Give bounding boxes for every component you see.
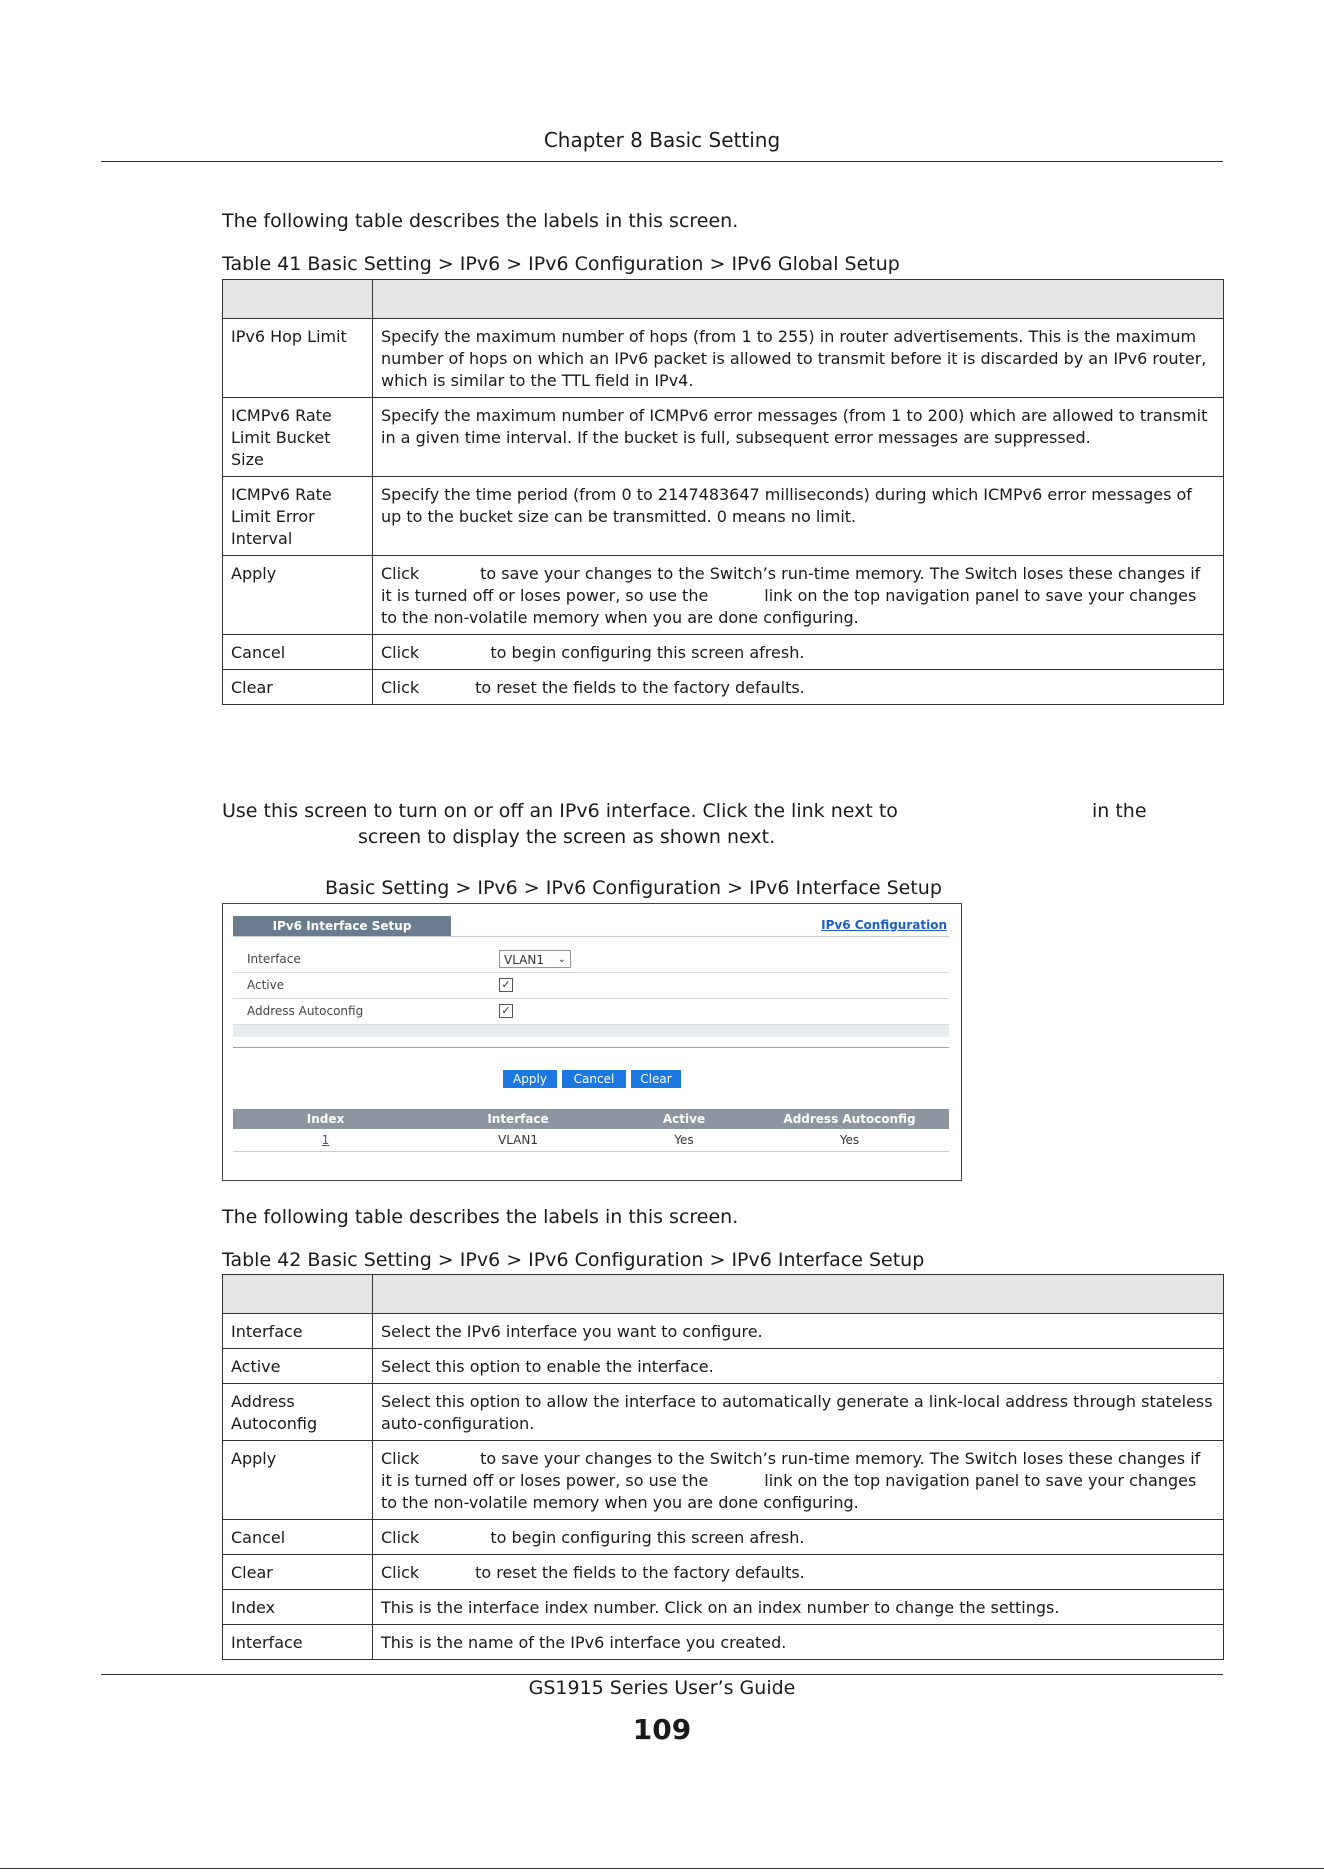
page-bottom-rule bbox=[0, 1868, 1324, 1869]
active-cell: Yes bbox=[674, 1133, 694, 1147]
screen-tab-title: IPv6 Interface Setup bbox=[233, 916, 451, 936]
table41-header-row bbox=[223, 280, 1224, 319]
column-header-active: Active bbox=[662, 1112, 706, 1126]
label-cell: Clear bbox=[223, 1555, 373, 1590]
table-row bbox=[223, 1590, 1224, 1625]
figure-caption: Basic Setting > IPv6 > IPv6 Configuration > IPv6 Interface Setup bbox=[325, 877, 942, 899]
clear-button[interactable]: Clear bbox=[631, 1070, 681, 1088]
table42-header-row bbox=[223, 1275, 1224, 1314]
table-row bbox=[223, 1441, 1224, 1520]
label-cell: Interface bbox=[223, 1625, 373, 1660]
chevron-down-icon: ⌄ bbox=[557, 954, 566, 965]
table-row bbox=[223, 556, 1224, 635]
table-header-cell bbox=[373, 1275, 1224, 1314]
autoconfig-cell: Yes bbox=[839, 1133, 860, 1147]
interface-label: Interface bbox=[247, 952, 301, 966]
autoconfig-checkbox[interactable]: ✓ bbox=[499, 1004, 513, 1018]
label-cell: IPv6 Hop Limit bbox=[223, 319, 373, 398]
label-cell: Cancel bbox=[223, 635, 373, 670]
active-checkbox[interactable]: ✓ bbox=[499, 978, 513, 992]
table42-caption: Table 42 Basic Setting > IPv6 > IPv6 Configuration > IPv6 Interface Setup bbox=[222, 1249, 925, 1271]
table-row bbox=[223, 1314, 1224, 1349]
section-text-line1b: in the bbox=[1092, 800, 1147, 822]
interface-table-header bbox=[233, 1109, 949, 1129]
column-header-index: Index bbox=[306, 1112, 345, 1126]
label-cell: Clear bbox=[223, 670, 373, 705]
ipv6-configuration-link[interactable]: IPv6 Configuration bbox=[821, 918, 947, 932]
section-text-line2: screen to display the screen as shown next. bbox=[358, 826, 776, 848]
interface-select-value: VLAN1 bbox=[504, 953, 544, 967]
table-row bbox=[223, 1555, 1224, 1590]
description-cell: Click to reset the fields to the factory defaults. bbox=[373, 1555, 1224, 1590]
active-label: Active bbox=[247, 978, 285, 992]
description-cell: Specify the maximum number of hops (from 1 to 255) in router advertisements. This is the maximum number of hops on which an IPv6 packet is allowed to transmit before it is discarded by an IPv6 router, which is similar to the TTL field in IPv4. bbox=[373, 319, 1224, 398]
section-text-line1a: Use this screen to turn on or off an IPv6 interface. Click the link next to bbox=[222, 800, 898, 822]
autoconfig-row bbox=[233, 998, 949, 1025]
column-header-autoconfig: Address Autoconfig bbox=[783, 1112, 916, 1126]
label-cell: ICMPv6 Rate Limit Error Interval bbox=[223, 477, 373, 556]
guide-title: GS1915 Series User’s Guide bbox=[528, 1677, 796, 1699]
description-cell: This is the interface index number. Click on an index number to change the settings. bbox=[373, 1590, 1224, 1625]
description-cell: Specify the time period (from 0 to 2147483647 milliseconds) during which ICMPv6 error messages of up to the bucket size can be transmitted. 0 means no limit. bbox=[373, 477, 1224, 556]
table42 bbox=[222, 1274, 1224, 1660]
description-cell: Click to reset the fields to the factory defaults. bbox=[373, 670, 1224, 705]
table-row bbox=[223, 1384, 1224, 1441]
interface-cell: VLAN1 bbox=[498, 1133, 538, 1147]
description-cell: This is the name of the IPv6 interface you created. bbox=[373, 1625, 1224, 1660]
label-cell: Interface bbox=[223, 1314, 373, 1349]
label-cell: Cancel bbox=[223, 1520, 373, 1555]
table-row bbox=[233, 1129, 949, 1152]
label-cell: Address Autoconfig bbox=[223, 1384, 373, 1441]
ipv6-interface-setup-screenshot bbox=[222, 903, 962, 1181]
table-row bbox=[223, 1625, 1224, 1660]
description-cell: Click to save your changes to the Switch’s run-time memory. The Switch loses these changes if it is turned off or loses power, so use the link on the top navigation panel to save your changes to the non-volatile memory when you are done configuring. bbox=[373, 1441, 1224, 1520]
label-cell: Apply bbox=[223, 556, 373, 635]
table-row bbox=[223, 1520, 1224, 1555]
table41-caption: Table 41 Basic Setting > IPv6 > IPv6 Configuration > IPv6 Global Setup bbox=[222, 253, 900, 275]
page-number: 109 bbox=[632, 1713, 692, 1746]
table-header-cell bbox=[223, 280, 373, 319]
footer-rule bbox=[101, 1674, 1223, 1675]
header-rule bbox=[101, 161, 1223, 162]
label-cell: Index bbox=[223, 1590, 373, 1625]
cancel-button[interactable]: Cancel bbox=[562, 1070, 626, 1088]
table-header-cell bbox=[373, 280, 1224, 319]
description-cell: Click to begin configuring this screen afresh. bbox=[373, 635, 1224, 670]
interface-select[interactable] bbox=[499, 950, 571, 968]
table-row bbox=[223, 1349, 1224, 1384]
apply-button[interactable]: Apply bbox=[503, 1070, 557, 1088]
label-cell: Active bbox=[223, 1349, 373, 1384]
active-row bbox=[233, 972, 949, 999]
description-cell: Click to begin configuring this screen afresh. bbox=[373, 1520, 1224, 1555]
form-footer-bar bbox=[233, 1025, 949, 1037]
divider bbox=[233, 936, 949, 937]
index-link[interactable]: 1 bbox=[321, 1133, 330, 1147]
description-cell: Select this option to allow the interface to automatically generate a link-local address through stateless auto-configuration. bbox=[373, 1384, 1224, 1441]
table-row bbox=[223, 398, 1224, 477]
autoconfig-label: Address Autoconfig bbox=[247, 1004, 364, 1018]
column-header-interface: Interface bbox=[487, 1112, 549, 1126]
description-cell: Click to save your changes to the Switch’s run-time memory. The Switch loses these changes if it is turned off or loses power, so use the link on the top navigation panel to save your changes to the non-volatile memory when you are done configuring. bbox=[373, 556, 1224, 635]
table-row bbox=[223, 635, 1224, 670]
intro-text: The following table describes the labels in this screen. bbox=[222, 210, 739, 232]
divider bbox=[233, 1047, 949, 1048]
description-cell: Specify the maximum number of ICMPv6 error messages (from 1 to 200) which are allowed to transmit in a given time interval. If the bucket is full, subsequent error messages are suppressed. bbox=[373, 398, 1224, 477]
description-cell: Select the IPv6 interface you want to configure. bbox=[373, 1314, 1224, 1349]
description-cell: Select this option to enable the interface. bbox=[373, 1349, 1224, 1384]
table-row bbox=[223, 670, 1224, 705]
table-row bbox=[223, 319, 1224, 398]
table-row bbox=[223, 477, 1224, 556]
interface-row bbox=[233, 946, 949, 973]
table-header-cell bbox=[223, 1275, 373, 1314]
label-cell: ICMPv6 Rate Limit Bucket Size bbox=[223, 398, 373, 477]
label-cell: Apply bbox=[223, 1441, 373, 1520]
intro-text-2: The following table describes the labels in this screen. bbox=[222, 1206, 739, 1228]
chapter-header: Chapter 8 Basic Setting bbox=[543, 128, 781, 152]
table41 bbox=[222, 279, 1224, 705]
